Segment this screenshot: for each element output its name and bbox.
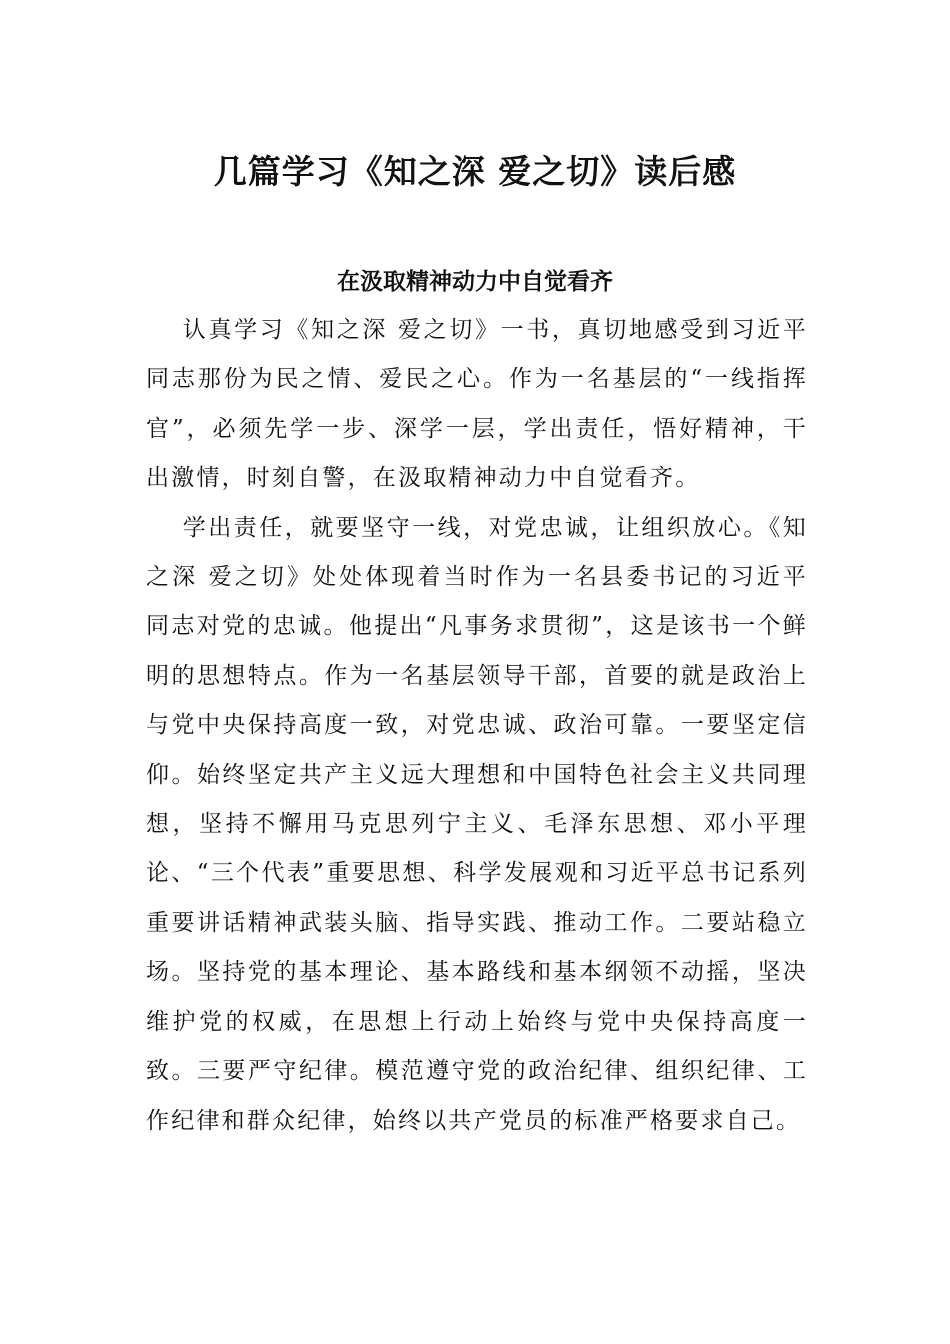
section-heading: 在汲取精神动力中自觉看齐 xyxy=(337,269,613,295)
paragraph: 认真学习《知之深 爱之切》一书，真切地感受到习近平同志那份为民之情、爱民之心。作为一名基层的“一线指挥官”，必须先学一步、深学一层，学出责任，悟好精神，干出激情，时刻自警，在汲取精神动力中自觉看齐。 xyxy=(146,317,808,492)
section-body xyxy=(146,306,808,1146)
document-title: 几篇学习《知之深 爱之切》读后感 xyxy=(213,152,737,191)
paragraph: 学出责任，就要坚守一线，对党忠诚，让组织放心。《知之深 爱之切》处处体现着当时作为一名县委书记的习近平同志对党的忠诚。他提出“凡事务求贯彻”，这是该书一个鲜明的思想特点。作为一名基层领导干部，首要的就是政治上与党中央保持高度一致，对党忠诚、政治可靠。一要坚定信仰。始终坚定共产主义远大理想和中国特色社会主义共同理想，坚持不懈用马克思列宁主义、毛泽东思想、邓小平理论、“三个代表”重要思想、科学发展观和习近平总书记系列重要讲话精神武装头脑、指导实践、推动工作。二要站稳立场。坚持党的基本理论、基本路线和基本纲领不动摇，坚决维护党的权威，在思想上行动上始终与党中央保持高度一致。三要严守纪律。模范遵守党的政治纪律、组织纪律、工作纪律和群众纪律，始终以共产党员的标准严格要求自己。 xyxy=(146,514,808,1134)
